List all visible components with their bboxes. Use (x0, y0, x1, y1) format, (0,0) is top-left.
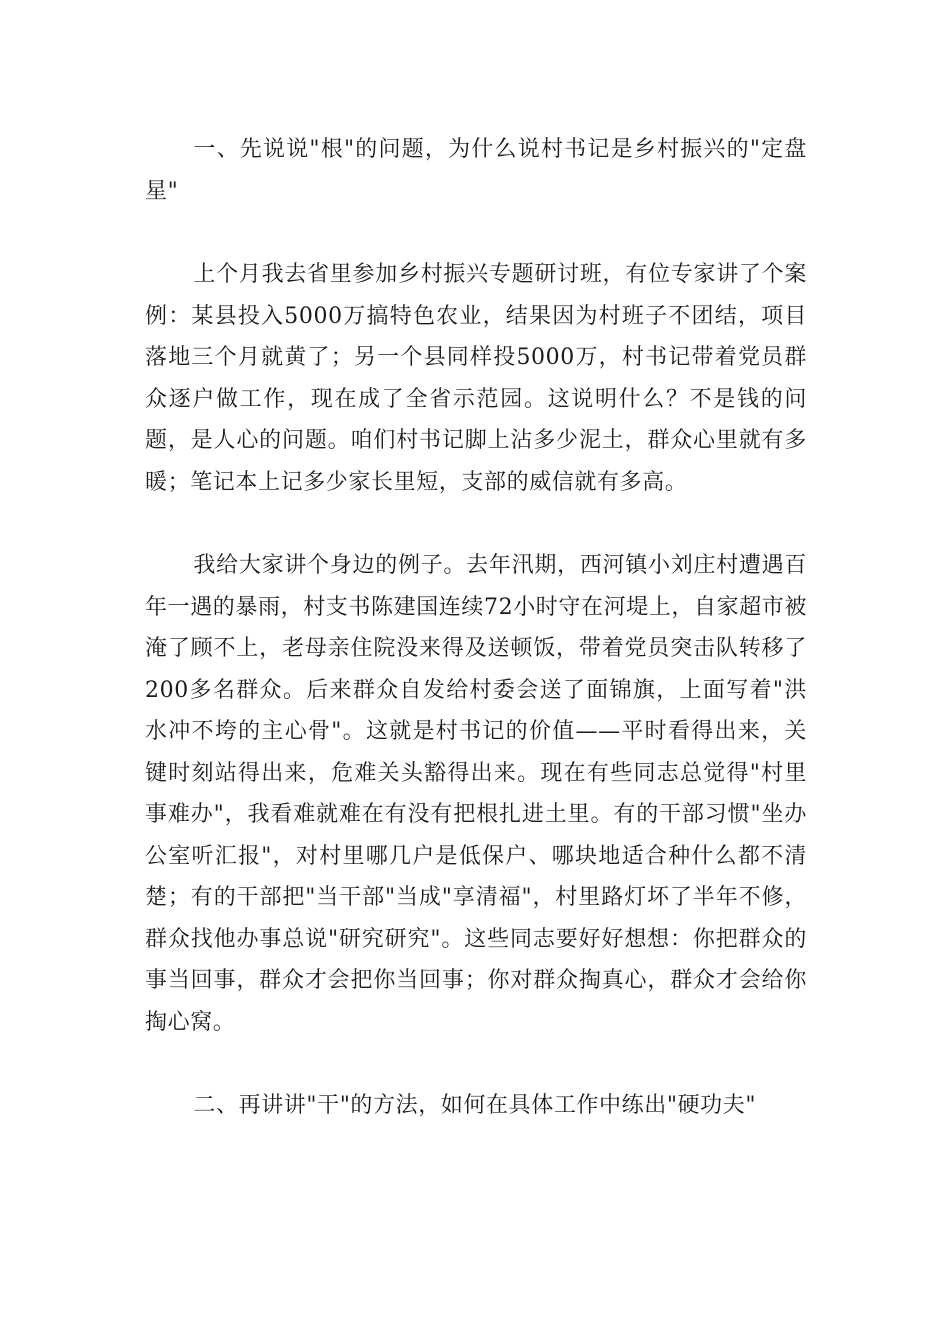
body-paragraph-2: 我给大家讲个身边的例子。去年汛期，西河镇小刘庄村遭遇百年一遇的暴雨，村支书陈建国连续72小时守在河堤上，自家超市被淹了顾不上，老母亲住院没来得及送顿饭，带着党员突击队转移了200多名群众。后来群众自发给村委会送了面锦旗，上面写着"洪水冲不垮的主心骨"。这就是村书记的价值——平时看得出来，关键时刻站得出来，危难关头豁得出来。现在有些同志总觉得"村里事难办"，我看难就难在有没有把根扎进土里。有的干部习惯"坐办公室听汇报"，对村里哪几户是低保户、哪块地适合种什么都不清楚；有的干部把"当干部"当成"享清福"，村里路灯坏了半年不修，群众找他办事总说"研究研究"。这些同志要好好想想：你把群众的事当回事，群众才会把你当回事；你对群众掏真心，群众才会给你掏心窝。 (145, 553, 807, 1035)
document-body (145, 129, 807, 1169)
section-heading-2: 二、再讲讲"干"的方法，如何在具体工作中练出"硬功夫" (193, 1093, 757, 1118)
section-heading-1: 一、先说说"根"的问题，为什么说村书记是乡村振兴的"定盘星" (145, 137, 807, 204)
body-paragraph-1: 上个月我去省里参加乡村振兴专题研讨班，有位专家讲了个案例：某县投入5000万搞特色农业，结果因为村班子不团结，项目落地三个月就黄了；另一个县同样投5000万，村书记带着党员群众逐户做工作，现在成了全省示范园。这说明什么？不是钱的问题，是人心的问题。咱们村书记脚上沾多少泥土，群众心里就有多暖；笔记本上记多少家长里短，支部的威信就有多高。 (145, 262, 807, 495)
